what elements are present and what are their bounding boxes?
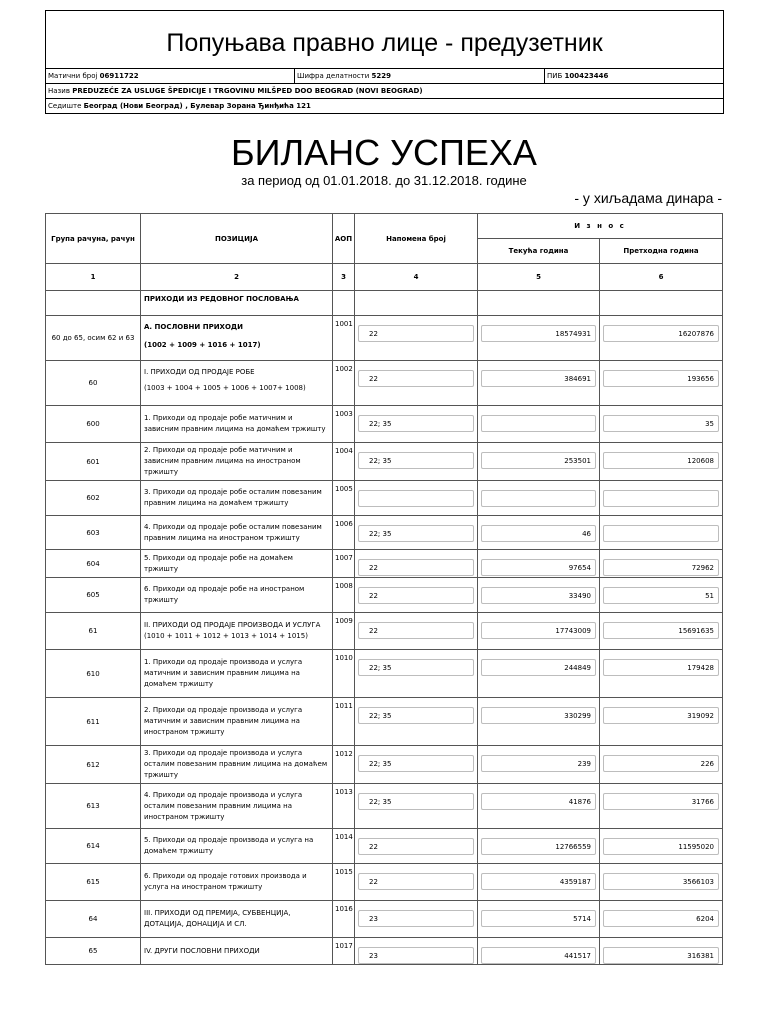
current-year-field[interactable]: 46 [481,525,596,542]
income-statement-table [45,213,723,965]
aop-cell [333,578,355,613]
note-field[interactable] [358,490,474,507]
aop-code: 1003 [335,410,353,418]
group-cell [46,443,141,481]
current-cell [478,316,600,361]
position-cell [141,864,333,901]
previous-cell [600,550,723,578]
table-row [46,516,723,550]
current-cell [478,938,600,965]
previous-cell [600,406,723,443]
aop-cell [333,938,355,965]
previous-year-field[interactable] [603,490,719,507]
naziv-value: PREDUZEĆE ZA USLUGE ŠPEDICIJE I TRGOVINU MILŠPED DOO BEOGRAD (NOVI BEOGRAD) [72,87,423,95]
previous-year-field[interactable]: 16207876 [603,325,719,342]
group-cell [46,650,141,698]
table-row [46,481,723,516]
current-year-field[interactable]: 18574931 [481,325,596,342]
previous-cell [600,650,723,698]
address-row [46,99,723,113]
group-cell [46,698,141,746]
position-cell [141,443,333,481]
table-row [46,938,723,965]
sifra-cell [294,69,544,83]
previous-year-field[interactable]: 31766 [603,793,719,810]
group-cell [46,316,141,361]
group-code: 603 [86,528,100,537]
group-cell [46,578,141,613]
position-text: IV. ДРУГИ ПОСЛОВНИ ПРИХОДИ [144,946,260,955]
position-cell [141,784,333,829]
aop-code: 1013 [335,788,353,796]
aop-code: 1016 [335,905,353,913]
current-cell [478,829,600,864]
position-text: 2. Приходи од продаје производа и услуга матичним и зависним правним лицима на иностраном тржишту [144,706,303,736]
current-year-field[interactable]: 17743009 [481,622,596,639]
table-row [46,613,723,650]
current-cell [478,698,600,746]
note-field[interactable]: 23 [358,947,474,964]
note-cell [355,443,478,481]
current-cell [478,516,600,550]
note-cell [355,316,478,361]
empty-cell [478,291,600,316]
note-field[interactable]: 23 [358,910,474,927]
aop-code: 1011 [335,702,353,710]
current-year-field[interactable]: 253501 [481,452,596,469]
note-cell [355,864,478,901]
aop-cell [333,650,355,698]
table-row [46,746,723,784]
group-code: 600 [86,420,100,428]
note-cell [355,901,478,938]
group-code: 60 [88,379,98,387]
aop-cell [333,406,355,443]
position-cell [141,901,333,938]
position-text: 6. Приходи од продаје робе на иностраном тржишту [144,585,305,604]
aop-cell [333,361,355,406]
empty-cell [333,291,355,316]
position-text: 5. Приходи од продаје производа и услуга на домаћем тржишту [144,836,314,855]
aop-cell [333,613,355,650]
note-field[interactable]: 22 [358,587,474,604]
table-row [46,443,723,481]
column-number-row [46,264,723,291]
aop-code: 1014 [335,833,353,841]
note-field[interactable]: 22; 35 [358,793,474,810]
group-code: 605 [86,591,100,599]
naziv-label: Назив [48,87,70,95]
sediste-label: Седиште [48,102,82,110]
position-cell [141,829,333,864]
col-header-position: ПОЗИЦИЈА [141,214,333,264]
table-row [46,829,723,864]
aop-cell [333,516,355,550]
current-cell [478,361,600,406]
current-cell [478,578,600,613]
group-cell [46,516,141,550]
company-header [45,10,724,114]
naziv-cell [46,84,723,98]
table-row [46,406,723,443]
pib-label: ПИБ [547,72,563,80]
table-row [46,578,723,613]
position-text: I. ПРИХОДИ ОД ПРОДАЈЕ РОБЕ [144,368,255,376]
position-text: 1. Приходи од продаје производа и услуга матичним и зависним правним лицима на домаћем тржишту [144,658,303,688]
position-cell [141,550,333,578]
current-year-field[interactable]: 41876 [481,793,596,810]
col-number: 2 [141,264,333,291]
previous-cell [600,481,723,516]
aop-code: 1012 [335,750,353,758]
group-code: 65 [88,947,98,955]
maticni-cell [46,69,294,83]
position-text: II. ПРИХОДИ ОД ПРОДАЈЕ ПРОИЗВОДА И УСЛУГА (1010 + 1011 + 1012 + 1013 + 1014 + 1015) [144,621,321,640]
table-row [46,864,723,901]
note-cell [355,613,478,650]
note-cell [355,516,478,550]
aop-code: 1017 [335,942,353,950]
group-code: 602 [86,494,100,502]
form-filler-title: Попуњава правно лице - предузетник [46,11,723,69]
aop-code: 1009 [335,617,353,625]
current-year-field[interactable] [481,490,596,507]
aop-code: 1006 [335,520,353,528]
group-cell [46,901,141,938]
pib-value: 100423446 [564,72,609,80]
group-cell [46,784,141,829]
group-code: 613 [86,802,100,810]
previous-cell [600,901,723,938]
group-code: 64 [88,915,98,923]
note-cell [355,578,478,613]
current-cell [478,550,600,578]
sediste-value: Београд (Нови Београд) , Булевар Зорана Ђинђића 121 [83,102,311,110]
current-year-field[interactable] [481,415,596,432]
position-text: 1. Приходи од продаје робе матичним и зависним правним лицима на домаћем тржишту [144,414,326,433]
current-year-field[interactable]: 4359187 [481,873,596,890]
previous-year-field[interactable]: 6204 [603,910,719,927]
previous-year-field[interactable]: 11595020 [603,838,719,855]
current-cell [478,864,600,901]
group-cell [46,550,141,578]
group-cell [46,746,141,784]
previous-cell [600,784,723,829]
document-unit: - у хиљадама динара - [574,190,722,206]
aop-cell [333,829,355,864]
position-formula: (1002 + 1009 + 1016 + 1017) [144,341,261,349]
current-year-field[interactable]: 33490 [481,587,596,604]
note-cell [355,829,478,864]
document-period: за период од 01.01.2018. до 31.12.2018. године [241,173,527,188]
group-cell [46,613,141,650]
sifra-value: 5229 [371,72,392,80]
document-title: БИЛАНС УСПЕХА [231,132,537,173]
position-text: 2. Приходи од продаје робе матичним и зависним правним лицима на иностраном тржишту [144,446,301,476]
aop-cell [333,864,355,901]
previous-year-field[interactable]: 226 [603,755,719,772]
note-field[interactable]: 22; 35 [358,525,474,542]
note-cell [355,481,478,516]
position-cell [141,406,333,443]
group-cell [46,829,141,864]
col-header-group: Група рачуна, рачун [46,214,141,264]
previous-cell [600,516,723,550]
position-text: 4. Приходи од продаје робе осталим повезаним правним лицима на иностраном тржишту [144,522,322,542]
current-year-field[interactable]: 239 [481,755,596,772]
previous-year-field[interactable]: 193656 [603,370,719,387]
aop-cell [333,746,355,784]
aop-cell [333,316,355,361]
note-field[interactable]: 22 [358,370,474,387]
previous-year-field[interactable]: 3566103 [603,873,719,890]
group-code: 60 до 65, осим 62 и 63 [51,334,135,342]
group-code: 611 [86,717,100,726]
previous-year-field[interactable]: 15691635 [603,622,719,639]
aop-code: 1005 [335,485,353,493]
group-cell [46,406,141,443]
maticni-value: 06911722 [99,72,139,80]
note-field[interactable]: 22; 35 [358,452,474,469]
col-header-current: Текућа година [478,239,600,264]
position-text: 3. Приходи од продаје производа и услуга осталим повезаним правним лицима на домаћем тржишту [144,749,328,779]
previous-cell [600,613,723,650]
current-cell [478,784,600,829]
aop-cell [333,784,355,829]
position-text: 3. Приходи од продаје робе осталим повезаним правним лицима на домаћем тржишту [144,488,322,507]
sifra-label: Шифра делатности [297,72,370,80]
group-code: 604 [86,559,100,568]
previous-year-field[interactable]: 319092 [603,707,719,724]
position-text: 4. Приходи од продаје производа и услуга осталим повезаним правним лицима на иностраном тржишту [144,790,303,821]
current-year-field[interactable]: 330299 [481,707,596,724]
sediste-cell [46,99,723,113]
group-code: 61 [88,627,98,635]
position-cell [141,316,333,361]
note-field[interactable]: 22 [358,838,474,855]
aop-code: 1004 [335,447,353,455]
previous-cell [600,578,723,613]
position-text: 5. Приходи од продаје робе на домаћем тржишту [144,553,293,573]
current-year-field[interactable]: 5714 [481,910,596,927]
previous-cell [600,829,723,864]
aop-cell [333,698,355,746]
current-cell [478,481,600,516]
group-code: 610 [86,669,100,678]
group-cell [46,361,141,406]
note-cell [355,361,478,406]
previous-year-field[interactable]: 35 [603,415,719,432]
note-field[interactable]: 22 [358,622,474,639]
table-row [46,784,723,829]
previous-cell [600,361,723,406]
position-cell [141,746,333,784]
previous-year-field[interactable]: 179428 [603,659,719,676]
table-row [46,901,723,938]
aop-code: 1007 [335,554,353,562]
section-row [46,291,723,316]
table-row [46,698,723,746]
col-number: 5 [478,264,600,291]
position-cell [141,698,333,746]
current-year-field[interactable]: 97654 [481,559,596,576]
current-year-field[interactable]: 384691 [481,370,596,387]
previous-year-field[interactable]: 120608 [603,452,719,469]
name-row [46,84,723,99]
col-number: 3 [333,264,355,291]
group-cell [46,938,141,965]
previous-cell [600,938,723,965]
col-header-aop: АОП [333,214,355,264]
group-code: 615 [86,878,100,886]
current-year-field[interactable]: 244849 [481,659,596,676]
position-cell [141,516,333,550]
note-cell [355,698,478,746]
empty-cell [600,291,723,316]
previous-cell [600,316,723,361]
group-code: 614 [86,842,100,850]
previous-cell [600,746,723,784]
current-cell [478,406,600,443]
maticni-label: Матични број [48,72,98,80]
previous-year-field[interactable]: 316381 [603,947,719,964]
note-cell [355,406,478,443]
position-cell [141,578,333,613]
col-number: 1 [46,264,141,291]
note-field[interactable]: 22 [358,559,474,576]
empty-cell [46,291,141,316]
previous-cell [600,864,723,901]
note-cell [355,746,478,784]
current-year-field[interactable]: 12766559 [481,838,596,855]
position-cell [141,613,333,650]
aop-code: 1002 [335,365,353,373]
current-cell [478,650,600,698]
note-field[interactable]: 22; 35 [358,659,474,676]
table-body [46,291,723,965]
previous-cell [600,443,723,481]
position-formula: (1003 + 1004 + 1005 + 1006 + 1007+ 1008) [144,384,306,392]
note-field[interactable]: 22; 35 [358,415,474,432]
note-field[interactable]: 22 [358,873,474,890]
note-cell [355,650,478,698]
col-number: 4 [355,264,478,291]
note-cell [355,938,478,965]
position-cell [141,938,333,965]
current-cell [478,613,600,650]
position-cell [141,481,333,516]
previous-year-field[interactable]: 51 [603,587,719,604]
current-cell [478,901,600,938]
group-code: 601 [86,457,100,466]
note-field[interactable]: 22; 35 [358,755,474,772]
current-cell [478,443,600,481]
col-number: 6 [600,264,723,291]
table-row [46,316,723,361]
pib-cell [544,69,723,83]
empty-cell [355,291,478,316]
note-cell [355,784,478,829]
aop-cell [333,443,355,481]
previous-year-field[interactable] [603,525,719,542]
position-text: 6. Приходи од продаје готових производа и услуга на иностраном тржишту [144,872,307,891]
previous-cell [600,698,723,746]
group-cell [46,481,141,516]
header-row-top [46,214,723,239]
aop-cell [333,550,355,578]
position-cell [141,361,333,406]
aop-code: 1008 [335,582,353,590]
group-code: 612 [86,760,100,769]
table-row [46,361,723,406]
note-field[interactable]: 22 [358,325,474,342]
aop-cell [333,901,355,938]
aop-code: 1010 [335,654,353,662]
note-cell [355,550,478,578]
group-cell [46,864,141,901]
current-year-field[interactable]: 441517 [481,947,596,964]
col-header-note: Напомена број [355,214,478,264]
aop-code: 1001 [335,320,353,328]
col-header-amount: И з н о с [478,214,723,239]
aop-code: 1015 [335,868,353,876]
position-text: А. ПОСЛОВНИ ПРИХОДИ [144,323,244,331]
registration-row [46,69,723,84]
col-header-previous: Претходна година [600,239,723,264]
note-field[interactable]: 22; 35 [358,707,474,724]
position-text: III. ПРИХОДИ ОД ПРЕМИЈА, СУБВЕНЦИЈА, ДОТАЦИЈА, ДОНАЦИЈА И СЛ. [144,909,291,928]
section-title: ПРИХОДИ ИЗ РЕДОВНОГ ПОСЛОВАЊА [141,291,333,316]
table-row [46,550,723,578]
table-row [46,650,723,698]
aop-cell [333,481,355,516]
position-cell [141,650,333,698]
previous-year-field[interactable]: 72962 [603,559,719,576]
current-cell [478,746,600,784]
